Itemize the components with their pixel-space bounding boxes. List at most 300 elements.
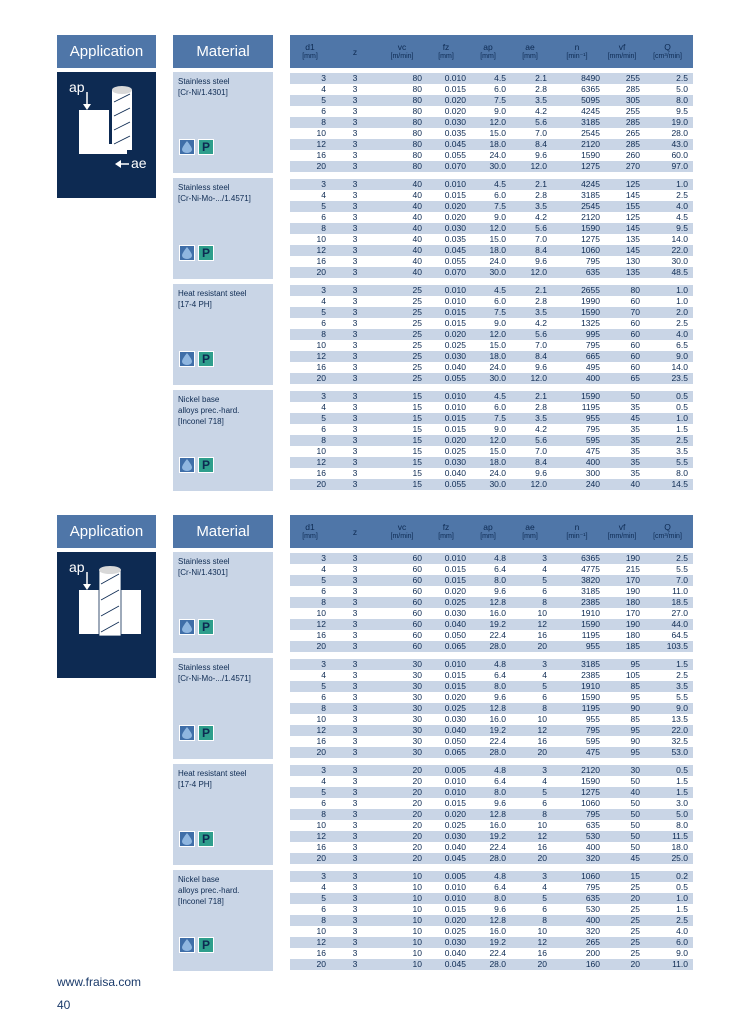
table-cell: 90 xyxy=(630,703,640,713)
table-cell: 5 xyxy=(321,201,326,211)
side-milling-diagram xyxy=(57,72,156,198)
table-cell: 30.0 xyxy=(489,267,506,277)
table-cell: 9.6 xyxy=(494,586,506,596)
table-cell: 20 xyxy=(630,893,640,903)
table-row xyxy=(290,267,693,278)
table-cell: 6.4 xyxy=(494,670,506,680)
table-cell: 28.0 xyxy=(671,128,688,138)
table-cell: 0.025 xyxy=(444,820,466,830)
table-cell: 2.8 xyxy=(535,190,547,200)
table-cell: 5.6 xyxy=(535,117,547,127)
table-cell: 1910 xyxy=(581,608,600,618)
table-cell: 12 xyxy=(316,139,326,149)
table-cell: 10 xyxy=(537,714,547,724)
table-cell: 0.015 xyxy=(444,84,466,94)
table-cell: 15 xyxy=(412,391,422,401)
table-cell: 3185 xyxy=(581,117,600,127)
table-cell: 2.5 xyxy=(676,318,688,328)
table-cell: 3 xyxy=(352,329,358,339)
table-cell: 22.4 xyxy=(489,948,506,958)
table-row xyxy=(290,853,693,864)
table-cell: 3 xyxy=(352,641,358,651)
table-cell: 20 xyxy=(412,831,422,841)
table-cell: 3 xyxy=(352,575,358,585)
table-cell: 12 xyxy=(537,725,547,735)
table-cell: 12 xyxy=(316,725,326,735)
material-header: Material xyxy=(173,35,273,68)
table-cell: 22.0 xyxy=(671,245,688,255)
table-cell: 635 xyxy=(585,820,600,830)
table-cell: 3 xyxy=(352,926,358,936)
column-unit: [mm] xyxy=(438,52,454,60)
table-cell: 12.8 xyxy=(489,703,506,713)
table-cell: 475 xyxy=(585,446,600,456)
table-cell: 0.5 xyxy=(676,391,688,401)
table-cell: 8.0 xyxy=(676,468,688,478)
table-row xyxy=(290,128,693,139)
table-cell: 20 xyxy=(412,776,422,786)
table-cell: 2.5 xyxy=(676,435,688,445)
table-cell: 95 xyxy=(630,692,640,702)
table-cell: 3 xyxy=(352,597,358,607)
table-cell: 3 xyxy=(352,619,358,629)
table-cell: 3 xyxy=(352,692,358,702)
table-cell: 25 xyxy=(630,948,640,958)
table-cell: 1590 xyxy=(581,150,600,160)
table-cell: 3 xyxy=(542,765,547,775)
table-cell: 5 xyxy=(321,787,326,797)
table-cell: 1195 xyxy=(581,630,600,640)
table-cell: 9.6 xyxy=(494,904,506,914)
table-cell: 1060 xyxy=(581,245,600,255)
table-cell: 3 xyxy=(352,256,358,266)
table-cell: 3 xyxy=(352,468,358,478)
table-cell: 25 xyxy=(630,882,640,892)
table-cell: 6 xyxy=(321,106,326,116)
table-cell: 16 xyxy=(537,630,547,640)
table-row xyxy=(290,479,693,490)
table-cell: 25 xyxy=(630,926,640,936)
table-cell: 35 xyxy=(630,402,640,412)
column-header-ap xyxy=(468,515,508,548)
table-cell: 3 xyxy=(352,608,358,618)
material-table-block xyxy=(290,284,693,385)
table-row xyxy=(290,435,693,446)
column-header-vf xyxy=(602,515,642,548)
column-header-n xyxy=(552,35,602,68)
table-cell: 60 xyxy=(630,362,640,372)
table-row xyxy=(290,446,693,457)
table-row xyxy=(290,776,693,787)
table-row xyxy=(290,373,693,384)
table-cell: 20 xyxy=(316,161,326,171)
table-cell: 6365 xyxy=(581,553,600,563)
table-row xyxy=(290,926,693,937)
table-cell: 4.2 xyxy=(535,424,547,434)
table-cell: 103.5 xyxy=(666,641,688,651)
table-cell: 3 xyxy=(321,871,326,881)
table-cell: 3 xyxy=(352,117,358,127)
table-cell: 6.0 xyxy=(494,296,506,306)
column-name: z xyxy=(352,46,358,57)
application-header: Application xyxy=(57,515,156,548)
table-cell: 0.020 xyxy=(444,586,466,596)
table-cell: 6365 xyxy=(581,84,600,94)
table-cell: 16 xyxy=(316,842,326,852)
table-cell: 20 xyxy=(412,842,422,852)
material-group-p-icon: P xyxy=(198,351,214,367)
table-cell: 15 xyxy=(412,424,422,434)
material-column xyxy=(173,72,273,496)
coolant-drop-icon xyxy=(179,831,195,847)
table-cell: 400 xyxy=(585,373,600,383)
table-cell: 20 xyxy=(412,809,422,819)
table-cell: 53.0 xyxy=(671,747,688,757)
table-cell: 40 xyxy=(412,201,422,211)
table-cell: 28.0 xyxy=(489,747,506,757)
table-cell: 24.0 xyxy=(489,362,506,372)
material-icons xyxy=(179,937,214,953)
table-cell: 95 xyxy=(630,747,640,757)
table-cell: 665 xyxy=(585,351,600,361)
table-row xyxy=(290,787,693,798)
table-cell: 170 xyxy=(625,608,640,618)
table-cell: 35 xyxy=(630,468,640,478)
table-cell: 2545 xyxy=(581,201,600,211)
table-cell: 0.050 xyxy=(444,630,466,640)
table-cell: 15 xyxy=(412,402,422,412)
table-cell: 180 xyxy=(625,597,640,607)
table-cell: 95 xyxy=(630,725,640,735)
coolant-drop-icon xyxy=(179,725,195,741)
table-cell: 0.005 xyxy=(444,871,466,881)
table-cell: 4.0 xyxy=(676,329,688,339)
column-header-q xyxy=(642,35,693,68)
table-cell: 2.1 xyxy=(535,285,547,295)
table-cell: 4.2 xyxy=(535,318,547,328)
table-cell: 190 xyxy=(625,553,640,563)
table-cell: 12.0 xyxy=(530,373,547,383)
table-cell: 12 xyxy=(316,619,326,629)
table-cell: 19.2 xyxy=(489,619,506,629)
table-row xyxy=(290,893,693,904)
table-row xyxy=(290,351,693,362)
table-cell: 1.0 xyxy=(676,179,688,189)
table-cell: 0.2 xyxy=(676,871,688,881)
table-cell: 475 xyxy=(585,747,600,757)
material-icons xyxy=(179,831,214,847)
table-cell: 8.0 xyxy=(494,787,506,797)
table-cell: 16 xyxy=(537,842,547,852)
table-cell: 22.4 xyxy=(489,736,506,746)
table-cell: 30.0 xyxy=(671,256,688,266)
table-cell: 12.0 xyxy=(489,223,506,233)
table-row xyxy=(290,703,693,714)
table-row xyxy=(290,223,693,234)
table-cell: 8.0 xyxy=(494,575,506,585)
column-name: vc xyxy=(397,521,407,532)
column-header-vc xyxy=(380,35,424,68)
table-row xyxy=(290,608,693,619)
table-row xyxy=(290,318,693,329)
table-cell: 60 xyxy=(412,608,422,618)
table-row xyxy=(290,714,693,725)
table-cell: 6 xyxy=(321,212,326,222)
table-row xyxy=(290,670,693,681)
table-cell: 80 xyxy=(412,73,422,83)
material-table-block xyxy=(290,552,693,653)
table-cell: 60 xyxy=(412,597,422,607)
table-cell: 12 xyxy=(537,937,547,947)
table-cell: 15 xyxy=(412,435,422,445)
table-cell: 45 xyxy=(630,413,640,423)
slot-milling-diagram xyxy=(57,552,156,678)
table-cell: 1325 xyxy=(581,318,600,328)
table-cell: 170 xyxy=(625,575,640,585)
table-cell: 6 xyxy=(321,904,326,914)
table-cell: 6.0 xyxy=(676,937,688,947)
table-cell: 12.0 xyxy=(530,161,547,171)
table-cell: 10 xyxy=(537,608,547,618)
table-cell: 9.0 xyxy=(676,351,688,361)
column-header-fz xyxy=(424,515,468,548)
table-cell: 30 xyxy=(630,765,640,775)
column-header-n xyxy=(552,515,602,548)
material-card xyxy=(173,390,273,491)
table-row xyxy=(290,468,693,479)
table-cell: 0.065 xyxy=(444,641,466,651)
table-cell: 0.025 xyxy=(444,926,466,936)
table-cell: 0.030 xyxy=(444,937,466,947)
table-row xyxy=(290,402,693,413)
table-cell: 300 xyxy=(585,468,600,478)
table-row xyxy=(290,296,693,307)
table-cell: 30 xyxy=(412,736,422,746)
table-cell: 30.0 xyxy=(489,161,506,171)
table-cell: 28.0 xyxy=(489,641,506,651)
table-cell: 12 xyxy=(537,831,547,841)
table-cell: 25 xyxy=(412,329,422,339)
table-cell: 530 xyxy=(585,904,600,914)
table-cell: 15 xyxy=(412,457,422,467)
table-cell: 60 xyxy=(412,575,422,585)
table-cell: 5 xyxy=(321,575,326,585)
table-cell: 0.5 xyxy=(676,402,688,412)
table-cell: 20 xyxy=(412,853,422,863)
table-cell: 1590 xyxy=(581,307,600,317)
table-cell: 0.030 xyxy=(444,831,466,841)
table-cell: 2.1 xyxy=(535,73,547,83)
table-cell: 8.0 xyxy=(494,893,506,903)
table-cell: 8 xyxy=(321,597,326,607)
table-cell: 9.0 xyxy=(494,212,506,222)
table-cell: 4.0 xyxy=(676,201,688,211)
table-cell: 3 xyxy=(352,586,358,596)
table-cell: 3.5 xyxy=(535,201,547,211)
table-cell: 530 xyxy=(585,831,600,841)
column-unit: [mm/min] xyxy=(607,52,637,60)
material-name: Stainless steel [Cr-Ni-Mo-.../1.4571] xyxy=(178,663,251,683)
table-cell: 1.5 xyxy=(676,904,688,914)
table-cell: 23.5 xyxy=(671,373,688,383)
table-cell: 1.0 xyxy=(676,296,688,306)
table-cell: 5.5 xyxy=(676,692,688,702)
table-row xyxy=(290,285,693,296)
table-cell: 3 xyxy=(352,765,358,775)
table-cell: 955 xyxy=(585,413,600,423)
table-cell: 9.6 xyxy=(494,692,506,702)
table-cell: 7.5 xyxy=(494,201,506,211)
material-icons xyxy=(179,619,214,635)
column-name: Q xyxy=(664,41,671,52)
table-cell: 3.5 xyxy=(676,681,688,691)
table-cell: 5.5 xyxy=(676,564,688,574)
table-cell: 8 xyxy=(542,809,547,819)
table-cell: 3 xyxy=(321,553,326,563)
table-cell: 24.0 xyxy=(489,256,506,266)
table-cell: 0.045 xyxy=(444,853,466,863)
table-cell: 190 xyxy=(625,619,640,629)
table-cell: 2.8 xyxy=(535,296,547,306)
material-group-p-icon: P xyxy=(198,457,214,473)
table-cell: 160 xyxy=(585,959,600,969)
table-cell: 20 xyxy=(316,641,326,651)
table-cell: 12.8 xyxy=(489,597,506,607)
material-table-block xyxy=(290,390,693,491)
table-cell: 10 xyxy=(316,926,326,936)
table-cell: 9.5 xyxy=(676,106,688,116)
material-group-p-icon: P xyxy=(198,619,214,635)
table-cell: 0.055 xyxy=(444,256,466,266)
material-group-p-icon: P xyxy=(198,139,214,155)
table-cell: 3 xyxy=(352,223,358,233)
table-cell: 3.5 xyxy=(676,446,688,456)
table-row xyxy=(290,882,693,893)
table-cell: 28.0 xyxy=(489,959,506,969)
table-cell: 4.2 xyxy=(535,106,547,116)
table-cell: 795 xyxy=(585,424,600,434)
table-cell: 8.0 xyxy=(676,820,688,830)
table-cell: 3 xyxy=(352,630,358,640)
table-cell: 80 xyxy=(412,128,422,138)
table-row xyxy=(290,117,693,128)
table-cell: 10 xyxy=(316,340,326,350)
table-cell: 0.015 xyxy=(444,575,466,585)
table-cell: 4245 xyxy=(581,106,600,116)
table-cell: 30 xyxy=(412,659,422,669)
table-cell: 3 xyxy=(321,179,326,189)
table-cell: 2.1 xyxy=(535,179,547,189)
table-cell: 0.035 xyxy=(444,234,466,244)
table-cell: 12 xyxy=(316,245,326,255)
table-cell: 35 xyxy=(630,446,640,456)
ap-label: ap xyxy=(69,559,85,575)
table-cell: 60 xyxy=(630,318,640,328)
table-cell: 3 xyxy=(352,351,358,361)
table-cell: 20 xyxy=(537,853,547,863)
table-cell: 5 xyxy=(542,893,547,903)
column-unit: [mm] xyxy=(480,532,496,540)
table-cell: 255 xyxy=(625,73,640,83)
table-cell: 20 xyxy=(537,959,547,969)
table-cell: 12.0 xyxy=(489,435,506,445)
table-cell: 60 xyxy=(630,351,640,361)
table-cell: 9.0 xyxy=(494,318,506,328)
table-cell: 25 xyxy=(412,307,422,317)
table-cell: 260 xyxy=(625,150,640,160)
table-cell: 8 xyxy=(542,915,547,925)
table-cell: 3 xyxy=(352,245,358,255)
column-name: Q xyxy=(664,521,671,532)
table-cell: 12.8 xyxy=(489,809,506,819)
table-cell: 24.0 xyxy=(489,468,506,478)
table-cell: 25 xyxy=(412,285,422,295)
table-cell: 12.8 xyxy=(489,915,506,925)
table-cell: 0.025 xyxy=(444,597,466,607)
table-cell: 20 xyxy=(537,747,547,757)
table-cell: 2.8 xyxy=(535,84,547,94)
table-cell: 30 xyxy=(412,670,422,680)
table-row xyxy=(290,937,693,948)
table-cell: 0.015 xyxy=(444,904,466,914)
table-cell: 9.5 xyxy=(676,223,688,233)
table-cell: 0.045 xyxy=(444,139,466,149)
table-cell: 16 xyxy=(316,736,326,746)
table-cell: 0.015 xyxy=(444,318,466,328)
table-cell: 25 xyxy=(412,373,422,383)
table-cell: 3.5 xyxy=(535,307,547,317)
column-name: d1 xyxy=(305,521,315,532)
table-row xyxy=(290,586,693,597)
table-cell: 3 xyxy=(352,234,358,244)
table-cell: 20 xyxy=(412,765,422,775)
table-cell: 1.0 xyxy=(676,893,688,903)
table-cell: 25 xyxy=(412,318,422,328)
table-cell: 30 xyxy=(412,681,422,691)
table-row xyxy=(290,765,693,776)
table-row xyxy=(290,809,693,820)
column-unit: [min⁻¹] xyxy=(566,532,588,540)
column-header-z xyxy=(330,35,380,68)
table-cell: 6 xyxy=(542,586,547,596)
table-cell: 2120 xyxy=(581,765,600,775)
table-row xyxy=(290,212,693,223)
table-cell: 3 xyxy=(352,959,358,969)
table-cell: 3 xyxy=(352,106,358,116)
table-cell: 0.020 xyxy=(444,435,466,445)
table-cell: 50 xyxy=(630,776,640,786)
column-name: ae xyxy=(525,521,535,532)
table-cell: 40 xyxy=(412,223,422,233)
coolant-drop-icon xyxy=(179,457,195,473)
table-cell: 18.0 xyxy=(671,842,688,852)
table-cell: 7.0 xyxy=(535,234,547,244)
table-cell: 0.010 xyxy=(444,776,466,786)
table-cell: 5.6 xyxy=(535,435,547,445)
table-cell: 0.055 xyxy=(444,479,466,489)
table-cell: 3 xyxy=(352,402,358,412)
table-cell: 10 xyxy=(316,234,326,244)
material-name: Heat resistant steel [17-4 PH] xyxy=(178,769,247,789)
table-cell: 3 xyxy=(352,831,358,841)
table-cell: 0.015 xyxy=(444,190,466,200)
website-url[interactable]: www.fraisa.com xyxy=(57,975,142,989)
table-cell: 3 xyxy=(352,553,358,563)
coolant-drop-icon xyxy=(179,351,195,367)
table-cell: 125 xyxy=(625,179,640,189)
table-cell: 9.0 xyxy=(494,424,506,434)
table-cell: 0.025 xyxy=(444,703,466,713)
